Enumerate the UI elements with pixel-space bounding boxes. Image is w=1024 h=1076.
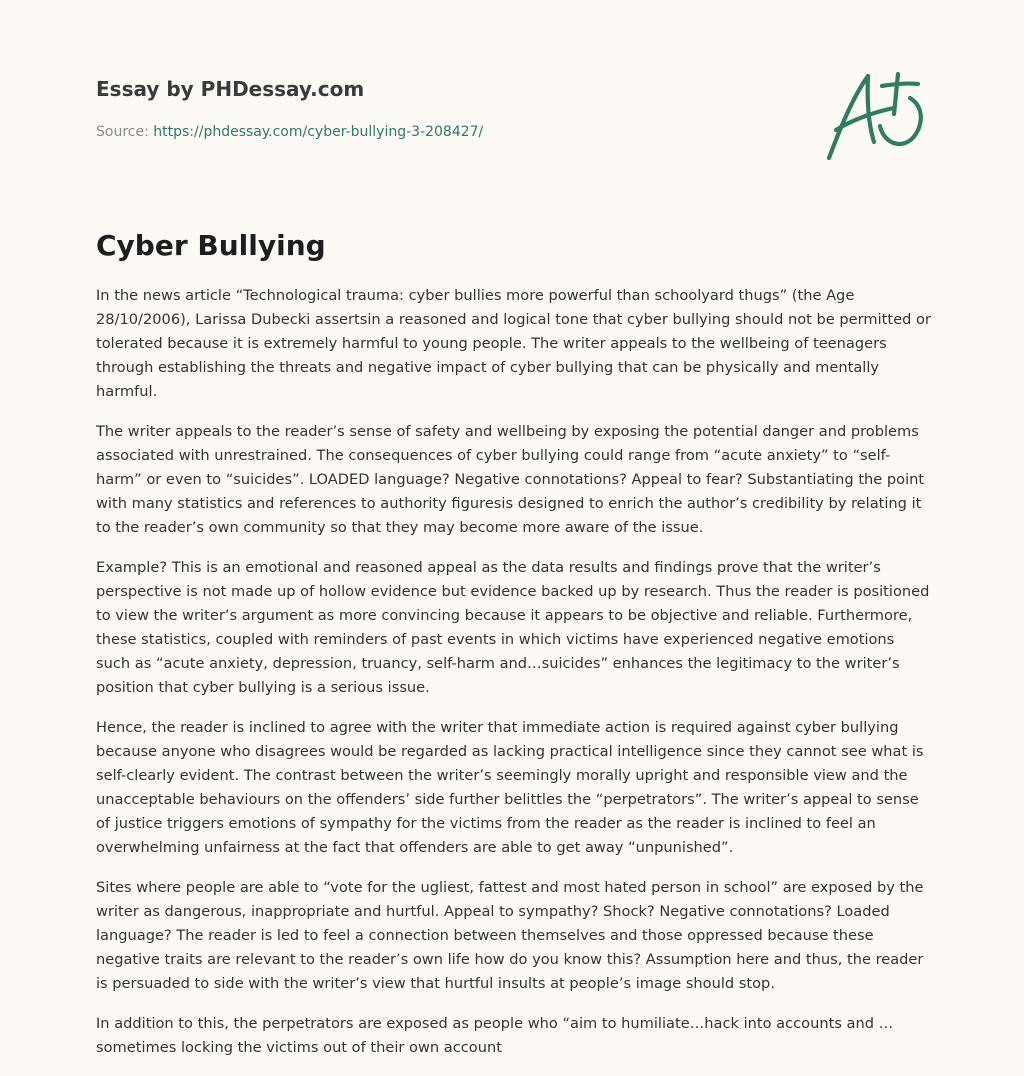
essay-paragraph: In addition to this, the perpetrators are exposed as people who “aim to humiliate…hack into accounts and … sometimes locking the victims out of their own account <box>96 1015 894 1056</box>
essay-title: Cyber Bullying <box>96 229 326 262</box>
essay-paragraph: Example? This is an emotional and reasoned appeal as the data results and findings prove that the writer’s perspective is not made up of hollow evidence but evidence backed up by research. Thus the reader is positioned to view the writer’s argument as more convincing because it appears to be objective and reliable. Furthermore, these statistics, coupled with reminders of past events in which victims have experienced negative emotions such as “acute anxiety, depression, truancy, self-harm and…suicides” enhances the legitimacy to the writer’s position that cyber bullying is a serious issue. <box>96 559 930 696</box>
site-title: Essay by PHDessay.com <box>96 77 365 101</box>
essay-paragraph: In the news article “Technological trauma: cyber bullies more powerful than schoolyard thugs” (the Age 28/10/2006), Larissa Dubecki assertsin a reasoned and logical tone that cyber bullying should not be permitted or tolerated because it is extremely harmful to young people. The writer appeals to the wellbeing of teenagers through establishing the threats and negative impact of cyber bullying that can be physically and mentally harmful. <box>96 287 931 400</box>
source-line <box>96 122 936 142</box>
essay-header <box>96 74 936 142</box>
essay-paragraph: Hence, the reader is inclined to agree with the writer that immediate action is required against cyber bullying because anyone who disagrees would be regarded as lacking practical intelligence since they cannot see what is self-clearly evident. The contrast between the writer’s seemingly morally upright and responsible view and the unacceptable behaviours on the offenders’ side further belittles the “perpetrators”. The writer’s appeal to sense of justice triggers emotions of sympathy for the victims from the reader as the reader is inclined to feel an overwhelming unfairness at the fact that offenders are able to get away “unpunished”. <box>96 719 924 856</box>
a-plus-logo-icon <box>822 68 926 164</box>
source-link[interactable]: https://phdessay.com/cyber-bullying-3-208427/ <box>153 124 484 140</box>
essay-paragraph: Sites where people are able to “vote for the ugliest, fattest and most hated person in school” are exposed by the writer as dangerous, inappropriate and hurtful. Appeal to sympathy? Shock? Negative connotations? Loaded language? The reader is led to feel a connection between themselves and those oppressed because these negative traits are relevant to the reader’s own life how do you know this? Assumption here and thus, the reader is persuaded to side with the writer’s view that hurtful insults at people’s image should stop. <box>96 879 924 992</box>
essay-body <box>96 284 932 1076</box>
essay-paragraph: The writer appeals to the reader’s sense of safety and wellbeing by exposing the potential danger and problems associated with unrestrained. The consequences of cyber bullying could range from “acute anxiety” to “self-harm” or even to “suicides”. LOADED language? Negative connotations? Appeal to fear? Substantiating the point with many statistics and references to authority figuresis designed to enrich the author’s credibility by relating it to the reader’s own community so that they may become more aware of the issue. <box>96 423 925 536</box>
source-label: Source: <box>96 124 149 140</box>
